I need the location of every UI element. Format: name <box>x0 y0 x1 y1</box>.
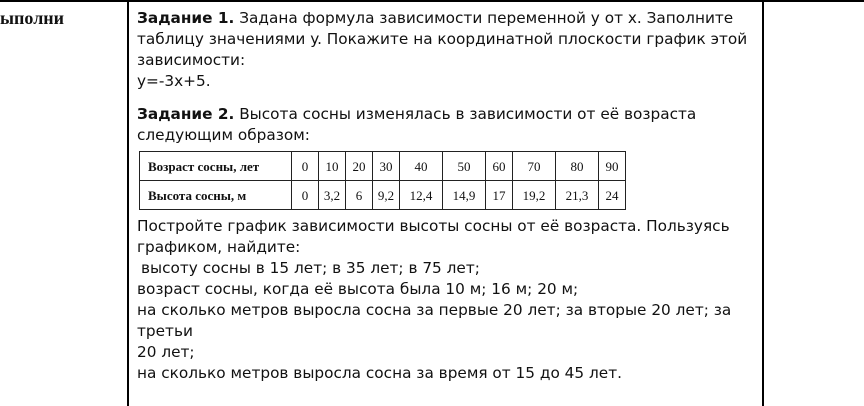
task1-line2: таблицу значениями y. Покажите на координатной плоскости график этой <box>137 30 748 48</box>
question-4: на сколько метров выросла сосна за время от 15 до 45 лет. <box>137 364 622 382</box>
age-cell: 60 <box>486 152 513 181</box>
task1-title: Задание 1. <box>137 9 235 27</box>
height-row-label: Высота сосны, м <box>140 181 292 210</box>
height-cell: 24 <box>599 181 626 210</box>
age-cell: 90 <box>599 152 626 181</box>
pine-table <box>139 151 626 210</box>
age-row-label: Возраст сосны, лет <box>140 152 292 181</box>
height-cell: 21,3 <box>556 181 599 210</box>
question-3a: на сколько метров выросла сосна за первые 20 лет; за вторые 20 лет; за третьи <box>137 301 732 340</box>
age-cell: 50 <box>443 152 486 181</box>
task2-line1: Задание 2. Высота сосны изменялась в зависимости от её возраста <box>137 105 697 123</box>
age-cell: 0 <box>292 152 319 181</box>
task-content <box>137 8 757 384</box>
question-2: возраст сосны, когда её высота была 10 м; 16 м; 20 м; <box>137 280 579 298</box>
height-cell: 14,9 <box>443 181 486 210</box>
task2-title: Задание 2. <box>137 105 235 123</box>
task2-after1: Постройте график зависимости высоты сосны от её возраста. Пользуясь <box>137 217 730 235</box>
task1-line3: зависимости: <box>137 51 246 69</box>
task1-line1: Задание 1. Задана формула зависимости переменной y от x. Заполните <box>137 9 734 27</box>
question-3b: 20 лет; <box>137 343 195 361</box>
column-divider <box>127 0 129 406</box>
height-cell: 12,4 <box>400 181 443 210</box>
height-cell: 6 <box>346 181 373 210</box>
age-cell: 70 <box>513 152 556 181</box>
height-row <box>140 181 626 210</box>
age-cell: 80 <box>556 152 599 181</box>
age-cell: 40 <box>400 152 443 181</box>
task1-formula: y=-3x+5. <box>137 72 211 90</box>
height-cell: 9,2 <box>373 181 400 210</box>
task2-line2: следующим образом: <box>137 126 310 144</box>
height-cell: 19,2 <box>513 181 556 210</box>
top-border <box>0 0 864 2</box>
right-divider <box>762 0 764 406</box>
age-row <box>140 152 626 181</box>
height-cell: 3,2 <box>319 181 346 210</box>
age-cell: 10 <box>319 152 346 181</box>
task2-after2: графиком, найдите: <box>137 238 301 256</box>
question-1: высоту сосны в 15 лет; в 35 лет; в 75 лет; <box>141 259 480 277</box>
height-cell: 0 <box>292 181 319 210</box>
left-cell-label: ыполни <box>0 8 65 28</box>
age-cell: 20 <box>346 152 373 181</box>
height-cell: 17 <box>486 181 513 210</box>
age-cell: 30 <box>373 152 400 181</box>
